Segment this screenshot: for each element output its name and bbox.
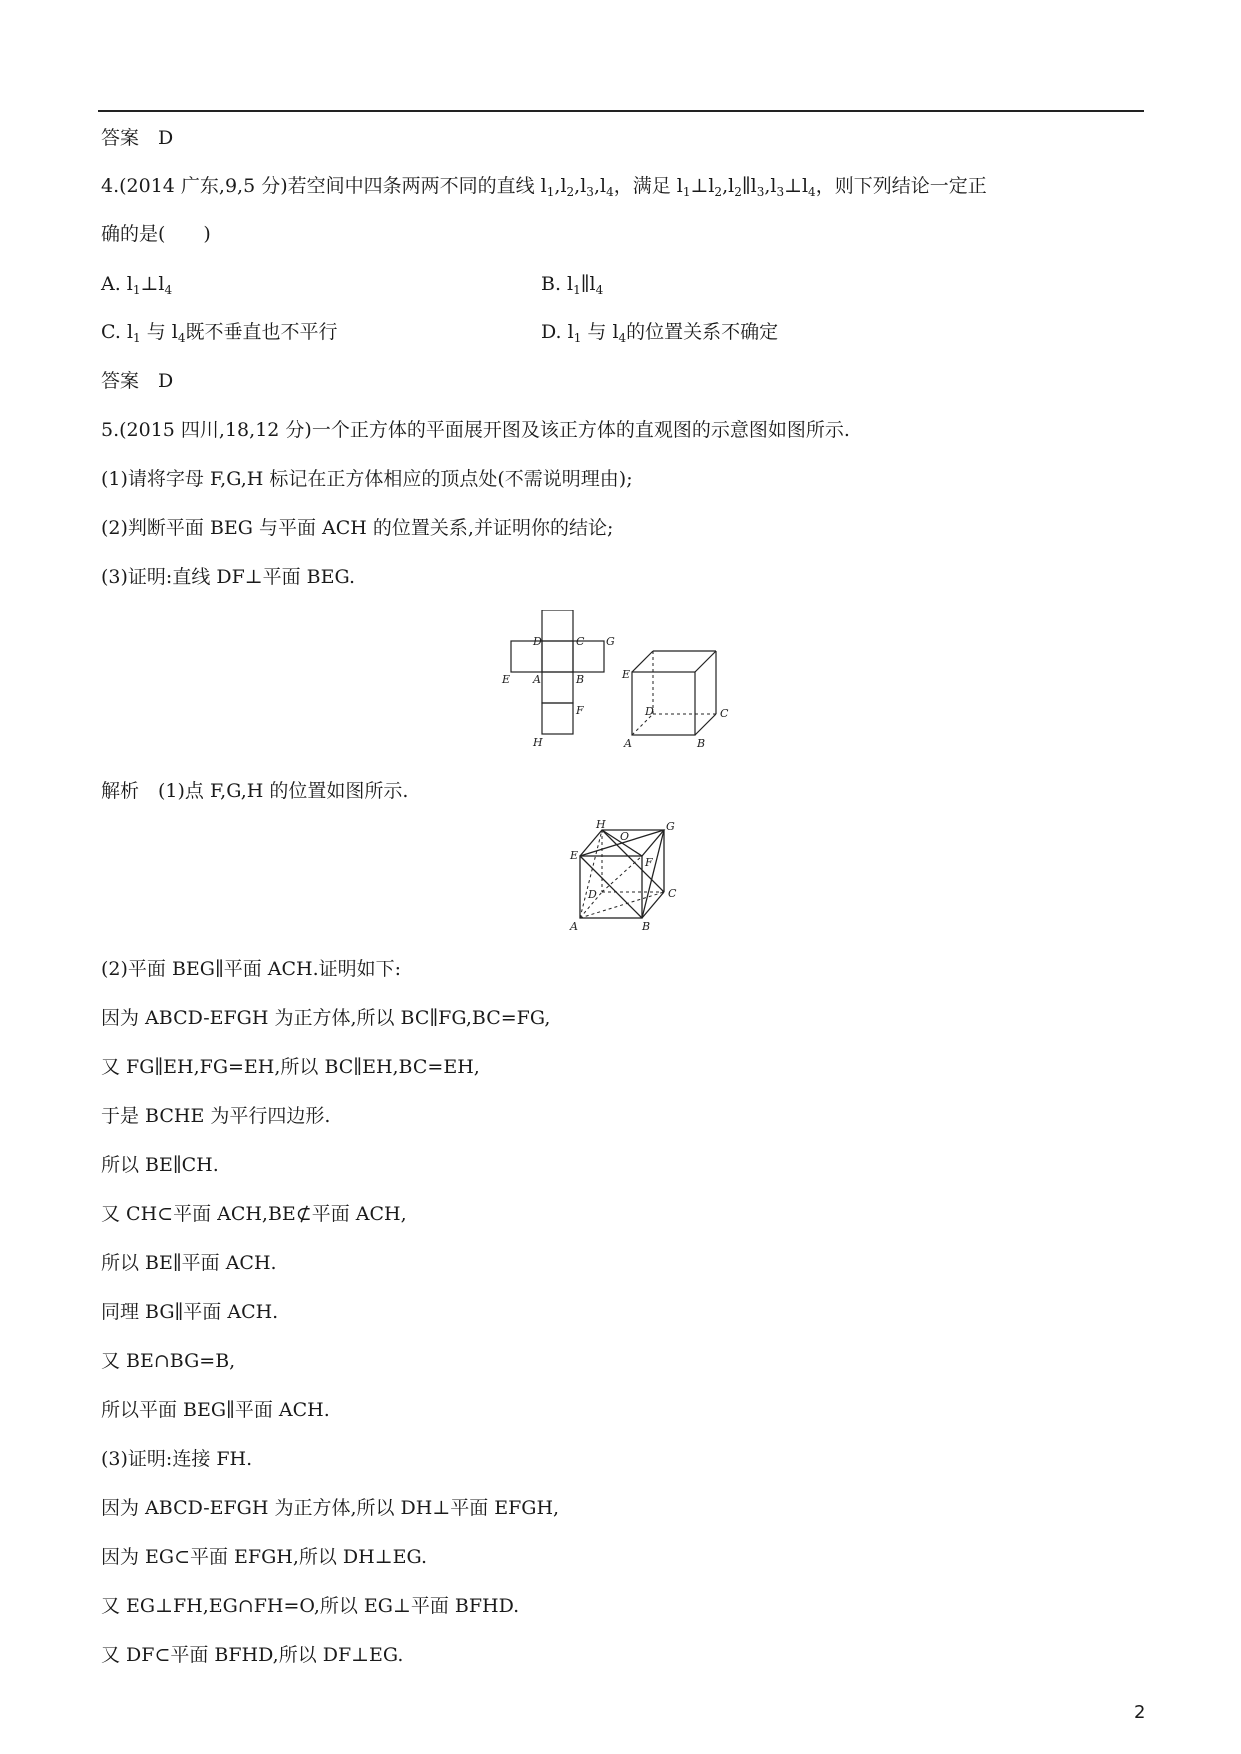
- solution-line: 于是 BCHE 为平行四边形.: [101, 1105, 331, 1127]
- solution-line: (2)平面 BEG∥平面 ACH.证明如下:: [101, 958, 402, 980]
- q4-stem-line1: 4.(2014 广东,9,5 分)若空间中四条两两不同的直线 $l_1,l_2,l_3,l_4$，满足 $l_1\perp l_2,l_2\parallel l_3,l_3\perp l_4$，则下列结论一定正: [101, 175, 987, 199]
- net-label-f: F: [576, 704, 584, 717]
- q5-analysis: 解析 (1)点 F,G,H 的位置如图所示.: [101, 780, 409, 802]
- solution-line: 所以平面 BEG∥平面 ACH.: [101, 1399, 330, 1421]
- solution-line: 所以 BE∥平面 ACH.: [101, 1252, 277, 1274]
- q5-part1: (1)请将字母 F,G,H 标记在正方体相应的顶点处(不需说明理由);: [101, 468, 633, 490]
- q5-part2: (2)判断平面 BEG 与平面 ACH 的位置关系,并证明你的结论;: [101, 517, 614, 539]
- solution-line: 又 FG∥EH,FG=EH,所以 BC∥EH,BC=EH,: [101, 1056, 480, 1078]
- solution-line: 又 BE∩BG=B,: [101, 1350, 236, 1372]
- cube1-label-b: B: [697, 737, 706, 750]
- net-label-e: E: [502, 673, 511, 686]
- solution-line: 又 EG⊥FH,EG∩FH=O,所以 EG⊥平面 BFHD.: [101, 1595, 520, 1617]
- net-label-b: B: [576, 673, 585, 686]
- net-label-c: C: [576, 635, 585, 648]
- solution-line: 因为 EG⊂平面 EFGH,所以 DH⊥EG.: [101, 1546, 428, 1568]
- solution-line: 所以 BE∥CH.: [101, 1154, 219, 1176]
- solution-line: 同理 BG∥平面 ACH.: [101, 1301, 279, 1323]
- q3-answer: 答案 D: [101, 127, 174, 149]
- cube2-label-f: F: [645, 856, 653, 869]
- cube1-label-e: E: [622, 668, 631, 681]
- cube2-label-o: O: [620, 830, 630, 843]
- solution-line: 因为 ABCD-EFGH 为正方体,所以 BC∥FG,BC=FG,: [101, 1007, 551, 1029]
- q5-part3: (3)证明:直线 DF⊥平面 BEG.: [101, 566, 356, 588]
- header-rule: [98, 110, 1144, 112]
- q4-stem-line2: 确的是( ): [101, 223, 211, 245]
- cube2-label-c: C: [668, 887, 677, 900]
- solution-line: (3)证明:连接 FH.: [101, 1448, 253, 1470]
- cube2-label-g: G: [666, 820, 675, 833]
- q4-option-c: C. $l_1$ 与 $l_4$既不垂直也不平行: [101, 321, 338, 345]
- net-label-h: H: [533, 736, 543, 749]
- cube2-label-b: B: [642, 920, 651, 933]
- cube1-label-d: D: [645, 705, 654, 718]
- cube1-label-a: A: [624, 737, 632, 750]
- q5-stem: 5.(2015 四川,18,12 分)一个正方体的平面展开图及该正方体的直观图的示意图如图所示.: [101, 419, 850, 441]
- solution-line: 又 DF⊂平面 BFHD,所以 DF⊥EG.: [101, 1644, 404, 1666]
- net-label-d: D: [533, 635, 542, 648]
- cube-diagonals-figure: [560, 818, 690, 938]
- cube-net-and-cube-figure: [500, 610, 750, 760]
- cube2-label-e: E: [570, 849, 579, 862]
- page-number: 2: [1134, 1702, 1146, 1723]
- cube2-label-d: D: [588, 888, 597, 901]
- cube1-label-c: C: [720, 707, 729, 720]
- q4-answer: 答案 D: [101, 370, 174, 392]
- q4-option-d: D. $l_1$ 与 $l_4$的位置关系不确定: [541, 321, 779, 345]
- net-label-a: A: [533, 673, 541, 686]
- cube2-label-a: A: [570, 920, 578, 933]
- solution-line: 又 CH⊂平面 ACH,BE⊄平面 ACH,: [101, 1203, 407, 1225]
- cube2-label-h: H: [596, 818, 606, 831]
- q4-option-a: A. $l_1\perp l_4$: [101, 273, 173, 297]
- net-label-g: G: [606, 635, 615, 648]
- q4-option-b: B. $l_1\parallel l_4$: [541, 273, 604, 297]
- solution-line: 因为 ABCD-EFGH 为正方体,所以 DH⊥平面 EFGH,: [101, 1497, 560, 1519]
